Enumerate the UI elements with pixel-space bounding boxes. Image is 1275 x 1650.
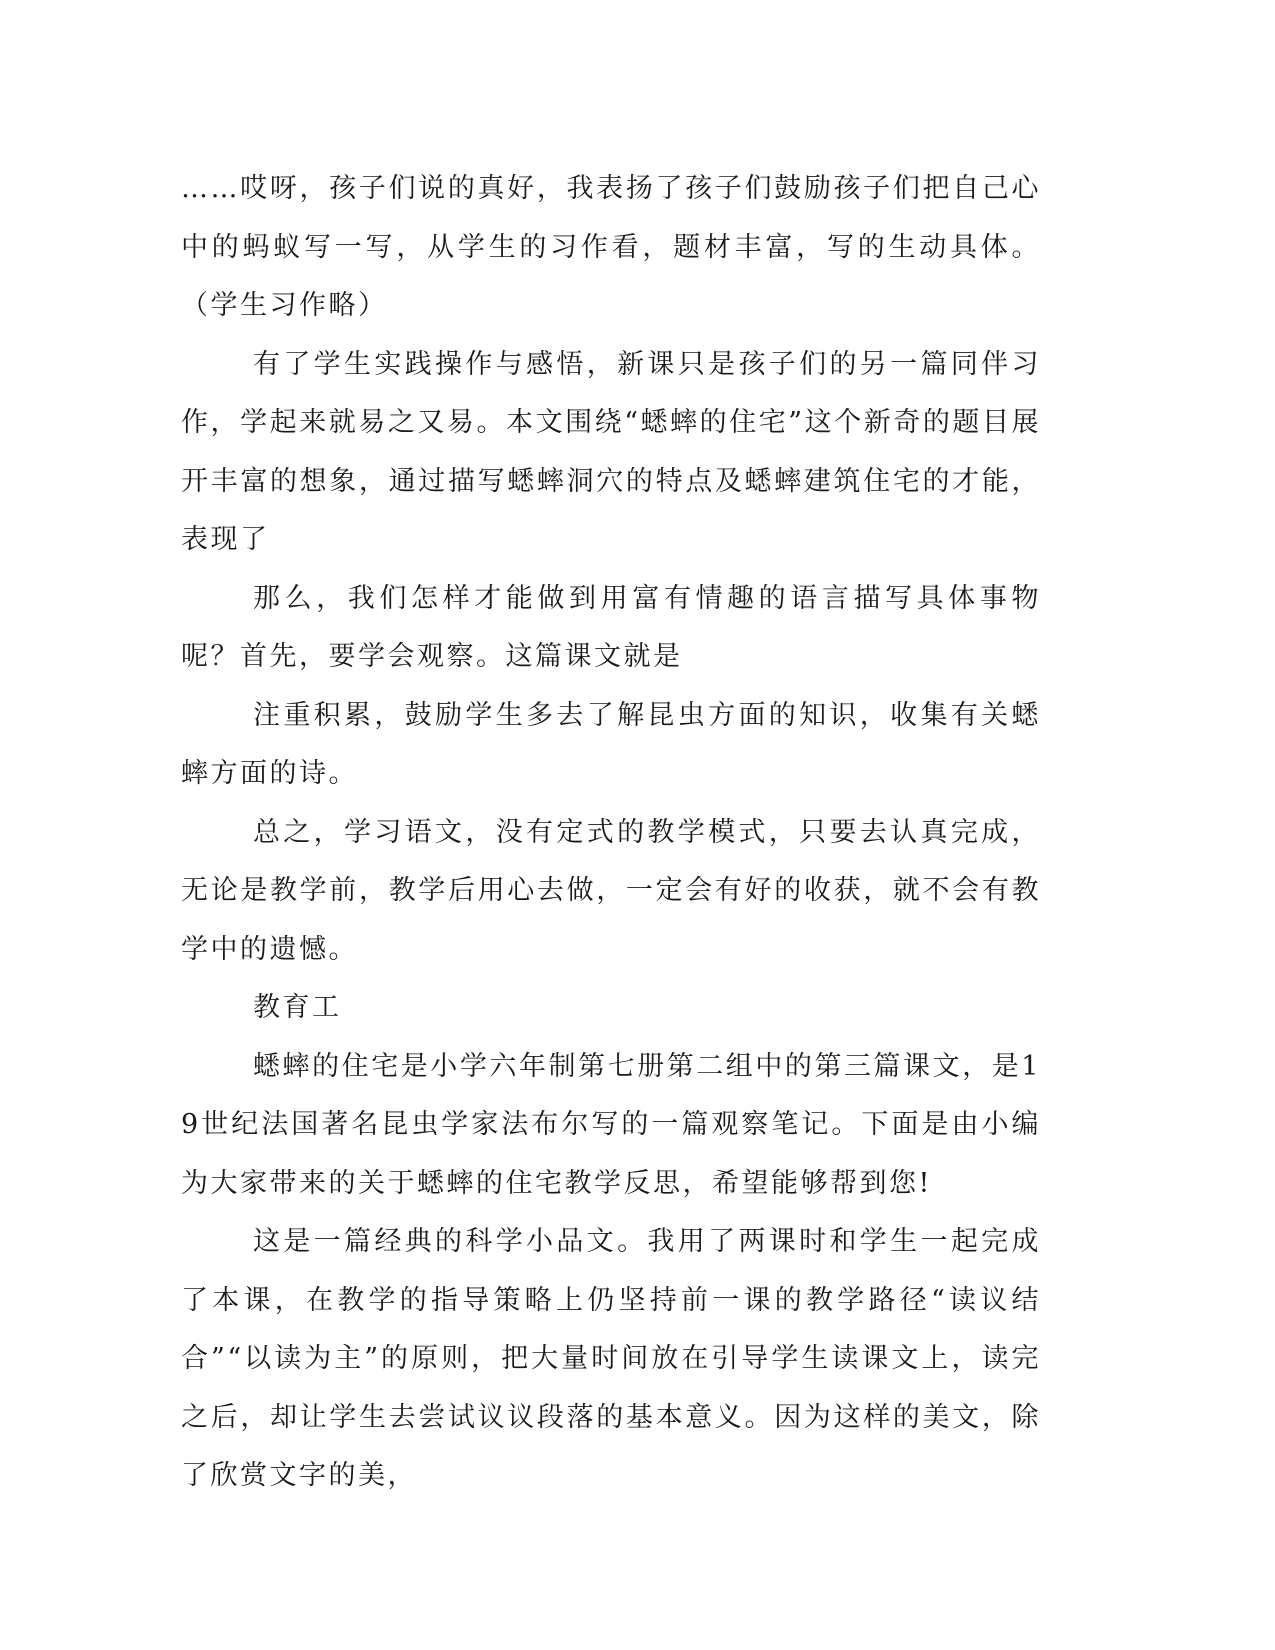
paragraph-1: ……哎呀，孩子们说的真好，我表扬了孩子们鼓励孩子们把自己心中的蚂蚁写一写，从学生的习作看，题材丰富，写的生动具体。（学生习作略） [181, 173, 1041, 321]
paragraph-7: 蟋蟀的住宅是小学六年制第七册第二组中的第三篇课文，是19世纪法国著名昆虫学家法布尔写的一篇观察笔记。下面是由小编为大家带来的关于蟋蟀的住宅教学反思，希望能够帮到您! [181, 1050, 1041, 1199]
paragraph-2: 有了学生实践操作与感悟，新课只是孩子们的另一篇同伴习作，学起来就易之又易。本文围绕“蟋蟀的住宅”这个新奇的题目展开丰富的想象，通过描写蟋蟀洞穴的特点及蟋蟀建筑住宅的才能，表现了 [181, 348, 1041, 555]
paragraph-6: 教育工 [253, 992, 342, 1023]
paragraph-4: 注重积累，鼓励学生多去了解昆虫方面的知识，收集有关蟋蟀方面的诗。 [181, 699, 1041, 789]
paragraph-3: 那么，我们怎样才能做到用富有情趣的语言描写具体事物呢？首先，要学会观察。这篇课文就是 [181, 582, 1041, 672]
body-text [181, 160, 1041, 1506]
paragraph-8: 这是一篇经典的科学小品文。我用了两课时和学生一起完成了本课，在教学的指导策略上仍坚持前一课的教学路径“读议结合”“以读为主”的原则，把大量时间放在引导学生读课文上，读完之后，却让学生去尝试议议段落的基本意义。因为这样的美文，除了欣赏文字的美， [181, 1226, 1041, 1491]
paragraph-5: 总之，学习语文，没有定式的教学模式，只要去认真完成，无论是教学前，教学后用心去做，一定会有好的收获，就不会有教学中的遗憾。 [181, 816, 1041, 965]
